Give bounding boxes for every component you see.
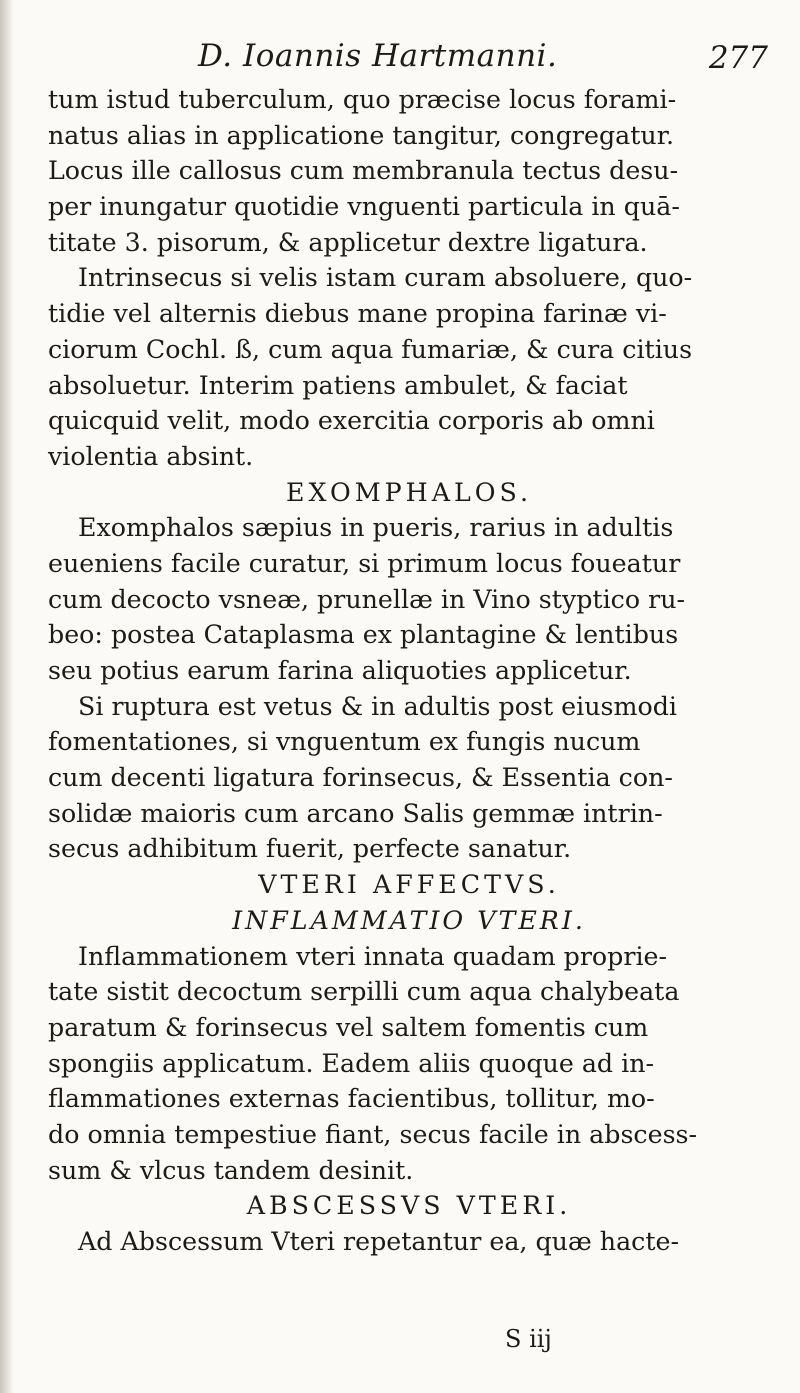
text-line: quicquid velit, modo exercitia corporis ab omni bbox=[48, 406, 655, 436]
paragraph-start-line: Ad Abscessum Vteri repetantur ea, quæ hacte- bbox=[78, 1227, 680, 1256]
text-line: secus adhibitum fuerit, perfecte sanatur. bbox=[48, 834, 572, 864]
text-line: flammationes externas facientibus, tollitur, mo- bbox=[48, 1084, 655, 1114]
text-line: per inungatur quotidie vnguenti particula in quā- bbox=[48, 192, 680, 222]
section-heading-uteri-affectus: VTERI AFFECTVS. bbox=[258, 870, 560, 900]
text-line: natus alias in applicatione tangitur, congregatur. bbox=[48, 120, 675, 150]
text-line: ciorum Cochl. ß, cum aqua fumariæ, & cura citius bbox=[48, 334, 693, 364]
text-line: seu potius earum farina aliquoties applicetur. bbox=[48, 656, 632, 685]
page-number: 277 bbox=[708, 40, 768, 76]
paragraph-start-line: Inflammationem vteri innata quadam proprie- bbox=[78, 941, 668, 971]
book-page bbox=[48, 34, 770, 1260]
text-line: violentia absint. bbox=[48, 441, 254, 471]
text-line: spongiis applicatum. Eadem aliis quoque ad in- bbox=[48, 1048, 655, 1078]
text-line: solidæ maioris cum arcano Salis gemmæ intrin- bbox=[48, 798, 663, 828]
text-line: absoluetur. Interim patiens ambulet, & faciat bbox=[48, 370, 628, 400]
text-line: do omnia tempestiue fiant, secus facile in abscess- bbox=[48, 1119, 698, 1149]
text-line: beo: postea Cataplasma ex plantagine & lentibus bbox=[48, 620, 679, 650]
text-line: titate 3. pisorum, & applicetur dextre ligatura. bbox=[48, 227, 648, 257]
text-line: tidie vel alternis diebus mane propina farinæ vi- bbox=[48, 299, 667, 329]
paragraph-start-line: Exomphalos sæpius in pueris, rarius in adultis bbox=[78, 513, 674, 543]
paragraph-start-line: Intrinsecus si velis istam curam absoluere, quo- bbox=[78, 263, 693, 293]
text-line: tum istud tuberculum, quo præcise locus forami- bbox=[48, 85, 677, 114]
text-line: eueniens facile curatur, si primum locus foueatur bbox=[48, 548, 681, 578]
text-line: paratum & forinsecus vel saltem fomentis cum bbox=[48, 1012, 649, 1042]
section-heading-exomphalos: EXOMPHALOS. bbox=[285, 477, 533, 507]
text-line: cum decocto vsneæ, prunellæ in Vino styptico ru- bbox=[48, 584, 686, 614]
text-line: cum decenti ligatura forinsecus, & Essentia con- bbox=[48, 763, 673, 793]
page-edge-shadow bbox=[0, 0, 14, 1393]
text-line: Locus ille callosus cum membranula tectus desu- bbox=[48, 156, 679, 186]
subsection-heading-inflammatio: INFLAMMATIO VTERI. bbox=[232, 905, 586, 935]
page-body bbox=[48, 82, 770, 1260]
signature-mark: S iij bbox=[505, 1325, 552, 1353]
text-line: sum & vlcus tandem desinit. bbox=[48, 1155, 414, 1185]
running-header bbox=[48, 34, 770, 82]
section-heading-abscessus: ABSCESSVS VTERI. bbox=[246, 1191, 572, 1221]
text-line: tate sistit decoctum serpilli cum aqua chalybeata bbox=[48, 977, 680, 1007]
paragraph-start-line: Si ruptura est vetus & in adultis post eiusmodi bbox=[78, 691, 677, 721]
text-line: fomentationes, si vnguentum ex fungis nucum bbox=[48, 727, 641, 757]
running-title: D. Ioannis Hartmanni. bbox=[198, 38, 558, 74]
